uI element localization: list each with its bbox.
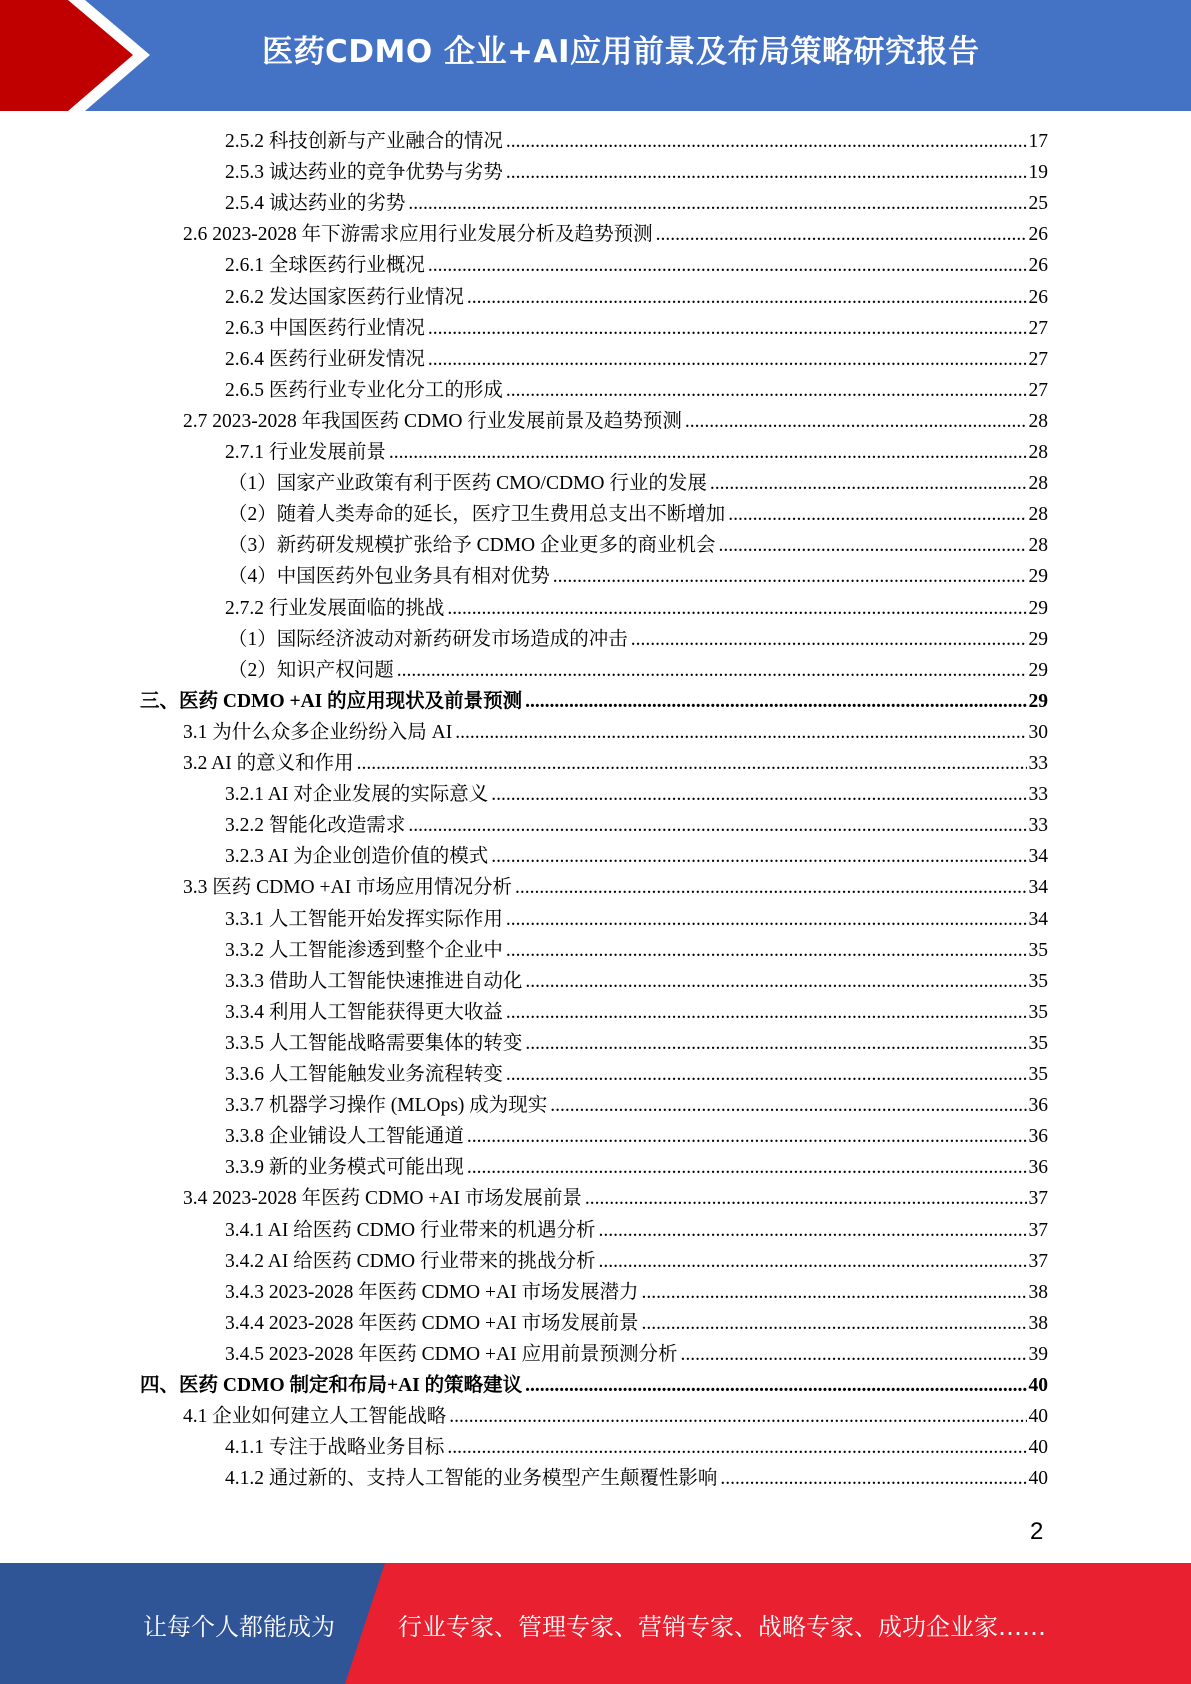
toc-entry-title: 3.2.1 AI 对企业发展的实际意义 — [225, 784, 489, 806]
toc-entry[interactable] — [225, 966, 1048, 997]
toc-entry[interactable] — [225, 1277, 1048, 1308]
toc-entry-title: 3.3.1 人工智能开始发挥实际作用 — [225, 908, 503, 930]
toc-dot-leader — [428, 344, 1027, 375]
toc-entry-title: 3.4.1 AI 给医药 CDMO 行业带来的机遇分析 — [225, 1219, 596, 1241]
toc-dot-leader — [506, 997, 1027, 1028]
toc-dot-leader — [428, 313, 1027, 344]
toc-entry-page: 35 — [1028, 970, 1048, 992]
toc-entry-page: 30 — [1028, 721, 1048, 743]
toc-entry-page: 33 — [1028, 784, 1048, 806]
toc-dot-leader — [506, 157, 1027, 188]
page-footer — [0, 1563, 1191, 1684]
toc-dot-leader — [525, 686, 1026, 717]
toc-dot-leader — [685, 406, 1027, 437]
toc-entry-title: 四、医药 CDMO 制定和布局+AI 的策略建议 — [140, 1375, 523, 1396]
toc-entry-title: 2.6.2 发达国家医药行业情况 — [225, 286, 464, 308]
toc-entry-page: 28 — [1028, 473, 1048, 495]
toc-dot-leader — [449, 1401, 1026, 1432]
toc-entry-page: 28 — [1028, 535, 1048, 557]
toc-entry[interactable] — [225, 1339, 1048, 1370]
footer-slogan-right: 行业专家、管理专家、营销专家、战略专家、成功企业家…… — [398, 1613, 1046, 1641]
toc-dot-leader — [506, 126, 1027, 157]
toc-entry[interactable] — [183, 748, 1048, 779]
toc-dot-leader — [467, 282, 1027, 313]
toc-entry-title: 3.4.4 2023-2028 年医药 CDMO +AI 市场发展前景 — [225, 1312, 639, 1334]
toc-entry[interactable] — [225, 1121, 1048, 1152]
toc-entry-page: 37 — [1028, 1250, 1048, 1272]
toc-entry-title: 4.1.1 专注于战略业务目标 — [225, 1437, 445, 1459]
toc-dot-leader — [515, 872, 1027, 903]
toc-entry-page: 27 — [1028, 317, 1048, 339]
toc-entry-title: 2.6.4 医药行业研发情况 — [225, 348, 425, 370]
toc-entry-page: 33 — [1028, 753, 1048, 774]
toc-dot-leader — [641, 1277, 1026, 1308]
toc-dot-leader — [656, 219, 1027, 250]
toc-entry[interactable] — [225, 593, 1048, 624]
toc-dot-leader — [553, 561, 1027, 592]
toc-entry[interactable] — [228, 561, 1048, 592]
toc-dot-leader — [599, 1246, 1027, 1277]
toc-entry-title: 3.3.7 机器学习操作 (MLOps) 成为现实 — [225, 1095, 548, 1117]
toc-dot-leader — [585, 1183, 1027, 1214]
toc-entry-title: 3.3.6 人工智能触发业务流程转变 — [225, 1064, 503, 1085]
toc-entry-page: 35 — [1028, 1064, 1048, 1085]
toc-entry-title: （2）随着人类寿命的延长，医疗卫生费用总支出不断增加 — [228, 504, 726, 526]
toc-dot-leader — [599, 1215, 1027, 1246]
toc-entry-page: 40 — [1028, 1406, 1048, 1428]
toc-entry[interactable] — [225, 375, 1048, 406]
toc-dot-leader — [506, 375, 1027, 406]
toc-entry-page: 27 — [1028, 379, 1048, 401]
toc-entry[interactable] — [225, 157, 1048, 188]
toc-entry[interactable] — [225, 841, 1048, 872]
toc-entry[interactable] — [228, 655, 1048, 686]
toc-dot-leader — [506, 935, 1027, 966]
toc-entry[interactable] — [225, 437, 1048, 468]
toc-entry-page: 36 — [1028, 1095, 1048, 1117]
toc-entry[interactable] — [225, 344, 1048, 375]
toc-entry-title: 4.1.2 通过新的、支持人工智能的业务模型产生颠覆性影响 — [225, 1468, 718, 1490]
toc-entry[interactable] — [225, 188, 1048, 219]
toc-entry-page: 29 — [1028, 597, 1048, 619]
toc-entry[interactable] — [225, 1215, 1048, 1246]
toc-dot-leader — [408, 188, 1026, 219]
toc-entry[interactable] — [228, 499, 1048, 530]
toc-dot-leader — [467, 1152, 1027, 1183]
toc-dot-leader — [491, 779, 1026, 810]
toc-entry-title: 3.1 为什么众多企业纷纷入局 AI — [183, 721, 453, 743]
toc-entry-title: 2.7.1 行业发展前景 — [225, 442, 386, 463]
toc-entry-title: 4.1 企业如何建立人工智能战略 — [183, 1406, 447, 1428]
toc-entry[interactable] — [140, 1370, 1048, 1401]
page-header — [0, 0, 1191, 111]
toc-entry-title: （3）新药研发规模扩张给予 CDMO 企业更多的商业机会 — [228, 535, 716, 557]
footer-slogan-left: 让每个人都能成为 — [143, 1613, 335, 1641]
toc-entry[interactable] — [225, 997, 1048, 1028]
toc-entry-page: 17 — [1028, 131, 1048, 152]
toc-entry-title: 2.6.1 全球医药行业概况 — [225, 255, 425, 277]
toc-entry[interactable] — [225, 1028, 1048, 1059]
toc-entry-title: 3.3 医药 CDMO +AI 市场应用情况分析 — [183, 877, 512, 899]
toc-entry-title: 3.2 AI 的意义和作用 — [183, 753, 354, 774]
toc-dot-leader — [728, 499, 1026, 530]
toc-entry-title: 3.3.9 新的业务模式可能出现 — [225, 1157, 464, 1179]
toc-entry-page: 25 — [1028, 193, 1048, 215]
toc-entry[interactable] — [225, 126, 1048, 157]
toc-entry-page: 34 — [1028, 846, 1048, 868]
toc-entry[interactable] — [225, 1090, 1048, 1121]
toc-entry-title: 3.3.5 人工智能战略需要集体的转变 — [225, 1032, 523, 1054]
toc-entry-page: 35 — [1028, 939, 1048, 961]
toc-entry[interactable] — [225, 282, 1048, 313]
toc-entry-title: （2）知识产权问题 — [228, 659, 394, 681]
toc-entry[interactable] — [225, 935, 1048, 966]
toc-entry-title: 三、医药 CDMO +AI 的应用现状及前景预测 — [140, 690, 523, 712]
toc-entry[interactable] — [225, 1246, 1048, 1277]
toc-entry-title: （1）国际经济波动对新药研发市场造成的冲击 — [228, 628, 628, 650]
toc-entry[interactable] — [225, 779, 1048, 810]
toc-dot-leader — [680, 1339, 1026, 1370]
toc-entry-title: 2.7.2 行业发展面临的挑战 — [225, 597, 445, 619]
toc-dot-leader — [455, 717, 1026, 748]
toc-entry-page: 38 — [1028, 1281, 1048, 1303]
toc-entry-page: 35 — [1028, 1001, 1048, 1023]
toc-entry-page: 26 — [1028, 255, 1048, 277]
toc-entry-title: 3.4.5 2023-2028 年医药 CDMO +AI 应用前景预测分析 — [225, 1343, 678, 1365]
toc-dot-leader — [710, 468, 1027, 499]
toc-entry-title: 2.6.3 中国医药行业情况 — [225, 317, 425, 339]
toc-entry-title: 2.7 2023-2028 年我国医药 CDMO 行业发展前景及趋势预测 — [183, 410, 682, 432]
toc-dot-leader — [506, 904, 1027, 935]
toc-dot-leader — [525, 1028, 1026, 1059]
toc-entry-page: 26 — [1028, 286, 1048, 308]
toc-dot-leader — [525, 1370, 1026, 1401]
toc-entry-title: 2.5.4 诚达药业的劣势 — [225, 193, 406, 215]
toc-entry-page: 37 — [1028, 1219, 1048, 1241]
toc-entry[interactable] — [183, 872, 1048, 903]
toc-entry-title: 3.3.4 利用人工智能获得更大收益 — [225, 1001, 503, 1023]
toc-entry-page: 35 — [1028, 1032, 1048, 1054]
toc-entry-page: 29 — [1028, 628, 1048, 650]
toc-entry-title: 3.3.3 借助人工智能快速推进自动化 — [225, 970, 523, 992]
toc-entry[interactable] — [183, 406, 1048, 437]
toc-entry-page: 39 — [1028, 1343, 1048, 1365]
toc-entry-title: 3.4.2 AI 给医药 CDMO 行业带来的挑战分析 — [225, 1250, 596, 1272]
toc-entry[interactable] — [140, 686, 1048, 717]
toc-entry-page: 28 — [1028, 410, 1048, 432]
toc-dot-leader — [491, 841, 1026, 872]
toc-entry-title: （1）国家产业政策有利于医药 CMO/CDMO 行业的发展 — [228, 473, 707, 495]
toc-entry[interactable] — [225, 1059, 1048, 1090]
toc-entry[interactable] — [225, 250, 1048, 281]
toc-entry-page: 33 — [1028, 815, 1048, 837]
toc-entry-page: 28 — [1028, 504, 1048, 526]
toc-entry-title: 2.6 2023-2028 年下游需求应用行业发展分析及趋势预测 — [183, 224, 653, 246]
toc-entry[interactable] — [225, 904, 1048, 935]
toc-dot-leader — [389, 437, 1027, 468]
toc-entry-page: 36 — [1028, 1126, 1048, 1148]
toc-entry[interactable] — [225, 313, 1048, 344]
toc-entry-page: 34 — [1028, 908, 1048, 930]
toc-entry-page: 37 — [1028, 1188, 1048, 1210]
toc-entry[interactable] — [228, 468, 1048, 499]
toc-entry-page: 29 — [1028, 659, 1048, 681]
toc-dot-leader — [550, 1090, 1026, 1121]
toc-entry-title: 3.2.3 AI 为企业创造价值的模式 — [225, 846, 489, 868]
toc-dot-leader — [720, 1463, 1026, 1494]
toc-entry-title: 2.5.2 科技创新与产业融合的情况 — [225, 131, 503, 152]
toc-dot-leader — [631, 624, 1027, 655]
toc-dot-leader — [428, 250, 1027, 281]
toc-entry-title: 3.4.3 2023-2028 年医药 CDMO +AI 市场发展潜力 — [225, 1281, 639, 1303]
toc-dot-leader — [525, 966, 1026, 997]
toc-entry-page: 28 — [1028, 442, 1048, 463]
page-number: 2 — [1030, 1518, 1044, 1545]
toc-dot-leader — [467, 1121, 1027, 1152]
toc-dot-leader — [447, 1432, 1026, 1463]
toc-entry-page: 26 — [1028, 224, 1048, 246]
toc-entry[interactable] — [225, 1463, 1048, 1494]
toc-entry[interactable] — [225, 1432, 1048, 1463]
toc-entry[interactable] — [183, 219, 1048, 250]
document-title: 医药CDMO 企业+AI应用前景及布局策略研究报告 — [262, 34, 980, 70]
toc-entry[interactable] — [183, 1183, 1048, 1214]
toc-entry-page: 40 — [1028, 1437, 1048, 1459]
toc-entry-title: 3.2.2 智能化改造需求 — [225, 815, 406, 837]
toc-dot-leader — [719, 530, 1027, 561]
toc-entry-title: 2.5.3 诚达药业的竞争优势与劣势 — [225, 162, 503, 184]
toc-entry-title: 3.4 2023-2028 年医药 CDMO +AI 市场发展前景 — [183, 1188, 582, 1210]
toc-entry-page: 19 — [1028, 162, 1048, 184]
toc-entry-page: 36 — [1028, 1157, 1048, 1179]
toc-entry[interactable] — [225, 1152, 1048, 1183]
toc-entry[interactable] — [228, 624, 1048, 655]
toc-entry[interactable] — [225, 810, 1048, 841]
toc-entry[interactable] — [228, 530, 1048, 561]
toc-entry-title: 3.3.8 企业铺设人工智能通道 — [225, 1126, 464, 1148]
toc-dot-leader — [447, 593, 1026, 624]
toc-dot-leader — [357, 748, 1027, 779]
toc-entry-page: 29 — [1028, 566, 1048, 588]
toc-entry-title: 3.3.2 人工智能渗透到整个企业中 — [225, 939, 503, 961]
toc-dot-leader — [506, 1059, 1027, 1090]
toc-dot-leader — [397, 655, 1027, 686]
toc-entry-title: （4）中国医药外包业务具有相对优势 — [228, 566, 550, 588]
toc-entry-page: 34 — [1028, 877, 1048, 899]
toc-entry-page: 40 — [1028, 1468, 1048, 1490]
toc-entry-page: 29 — [1028, 690, 1048, 712]
toc-entry-page: 27 — [1028, 348, 1048, 370]
toc-entry-page: 38 — [1028, 1312, 1048, 1334]
toc-entry-title: 2.6.5 医药行业专业化分工的形成 — [225, 379, 503, 401]
toc-entry[interactable] — [183, 717, 1048, 748]
toc-entry-page: 40 — [1028, 1375, 1048, 1396]
toc-dot-leader — [408, 810, 1026, 841]
toc-entry[interactable] — [225, 1308, 1048, 1339]
toc-entry[interactable] — [183, 1401, 1048, 1432]
toc-dot-leader — [641, 1308, 1026, 1339]
